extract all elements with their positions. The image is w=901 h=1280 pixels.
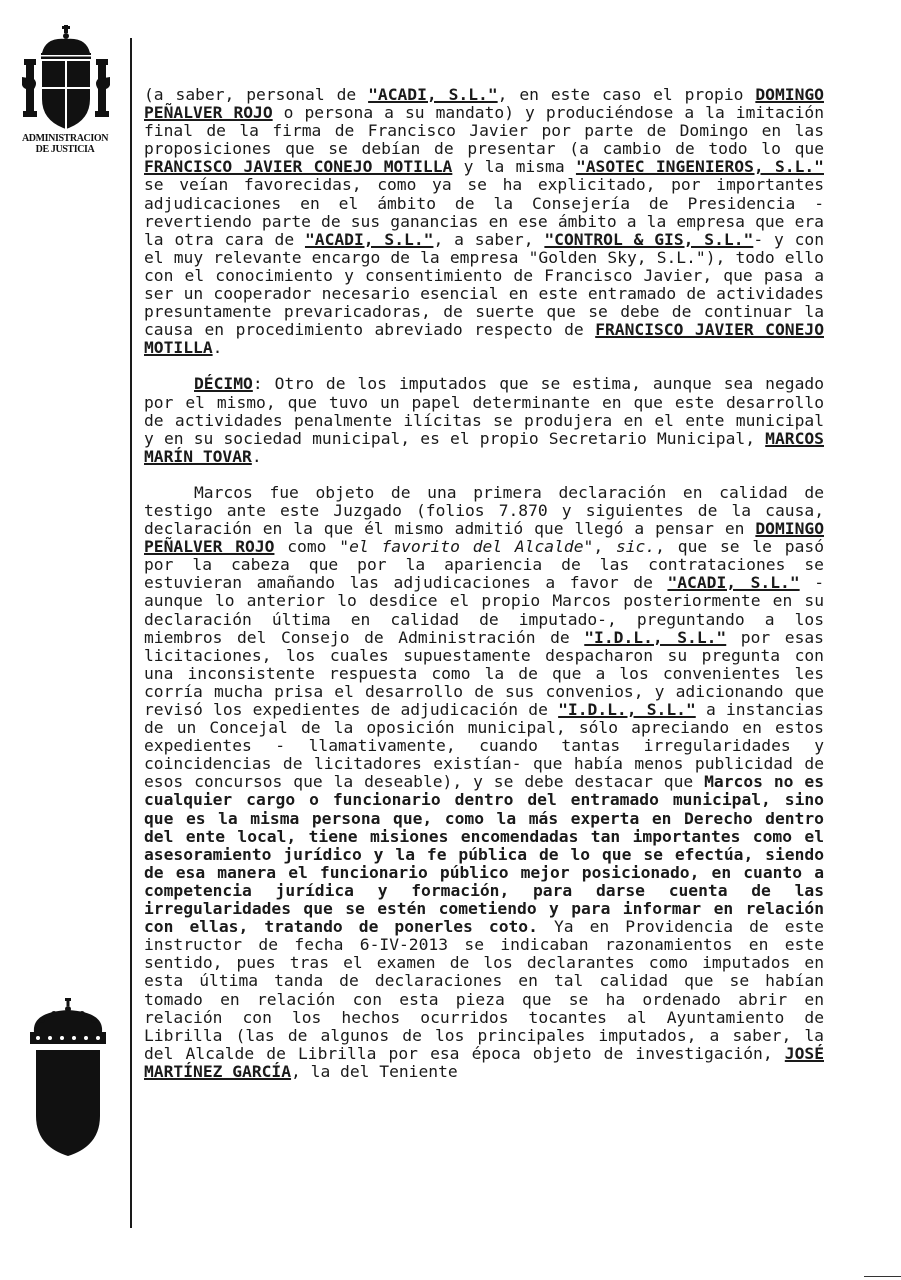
text-segment: Ya en Providencia de este instructor de fecha 6-IV-2013 se indicaban razonamientos en este sentido, pues tras el examen de los declarantes como imputados en esta última tanda de declaraciones en tal calidad que se habían tomado en relación con esta pieza que se ha ordenado abrir en relación con los hechos ocurridos tocantes al Ayuntamiento de Librilla (las de algunos de los principales imputados, a saber, la del Alcalde de Librilla por esa época objeto de investigación, bbox=[144, 917, 824, 1063]
person-name-domingo: DOMINGO PEÑALVER ROJO bbox=[144, 85, 824, 123]
text-segment: , en este caso el propio bbox=[497, 85, 756, 104]
text-segment: , bbox=[593, 537, 616, 557]
institution-label-line-2: DE JUSTICIA bbox=[35, 144, 95, 155]
page-sidebar bbox=[0, 0, 132, 1280]
page-corner-mark bbox=[864, 1276, 901, 1277]
person-name-jose: JOSÉ MARTÍNEZ GARCÍA bbox=[144, 1043, 824, 1081]
text-segment: Marcos fue objeto de una primera declaración en calidad de testigo ante este Juzgado (folios 7.870 y siguientes de la causa, declaración en la que él mismo admitió que llegó a pensar en bbox=[144, 482, 824, 539]
section-heading-decimo: DÉCIMO bbox=[194, 374, 253, 394]
company-name-asotec: "ASOTEC INGENIEROS, S.L." bbox=[575, 157, 824, 177]
person-name-francisco: FRANCISCO JAVIER CONEJO MOTILLA bbox=[144, 157, 453, 177]
text-segment: se veían favorecidas, como ya se ha explicitado, por importantes adjudicaciones en el ámbito de la Consejería de Presidencia - revertiendo parte de sus ganancias en ese ámbito a la empresa que era la otra cara de bbox=[144, 175, 824, 249]
text-segment: , a saber, bbox=[433, 229, 545, 249]
text-segment: , la del Teniente bbox=[291, 1061, 458, 1081]
paragraph-continuation bbox=[144, 86, 824, 357]
text-segment: a instancias de un Concejal de la oposición municipal, sólo apreciando en estos expedientes - llamativamente, cuando tantas irregularidades y coincidencias de licitadores existían- que había menos publicidad de esos concursos que la deseable), y se debe destacar que bbox=[144, 700, 824, 792]
text-segment: por esas licitaciones, los cuales supuestamente despacharon su pregunta con una inconsistente respuesta como la de que a los convenientes les corría mucha prisa el desarrollo de sus convenios, y adicionando que revisó los expedientes de adjudicación de bbox=[144, 627, 824, 719]
company-name-acadi: "ACADI, S.L." bbox=[368, 85, 498, 104]
coat-of-arms-shield-emblem bbox=[28, 998, 108, 1158]
person-name-francisco: FRANCISCO JAVIER CONEJO MOTILLA bbox=[144, 320, 824, 358]
company-name-control-gis: "CONTROL & GIS, S.L." bbox=[544, 229, 754, 249]
text-segment: como bbox=[274, 537, 340, 557]
paragraph-marcos-declaration bbox=[144, 484, 824, 1081]
document-body bbox=[144, 86, 824, 1081]
italic-quote: "el favorito del Alcalde" bbox=[339, 537, 594, 557]
company-name-idl: "I.D.L., S.L." bbox=[558, 700, 696, 719]
text-segment: o persona a su mandato) y produciéndose a la imitación final de la firma de Francisco Javier por parte de Domingo en las proposiciones que se debían de presentar (a cambio de todo lo que bbox=[144, 103, 824, 159]
person-name-marcos: MARCOS MARÍN TOVAR bbox=[144, 428, 824, 466]
person-name-domingo: DOMINGO PEÑALVER ROJO bbox=[144, 519, 824, 557]
text-segment: (a saber, personal de bbox=[144, 85, 369, 104]
institution-label bbox=[8, 133, 122, 155]
coat-of-arms-crown-emblem bbox=[22, 25, 110, 131]
company-name-acadi: "ACADI, S.L." bbox=[304, 229, 434, 249]
italic-sic: sic. bbox=[615, 537, 656, 557]
text-segment: . bbox=[251, 446, 262, 466]
bold-emphasis: Marcos no es cualquier cargo o funcionario dentro del entramado municipal, sino que es la misma persona que, como la más experta en Derecho dentro del ente local, tiene misiones encomendadas tan importantes como el asesoramiento jurídico y la fe pública de lo que se efectúa, siendo de esa manera el funcionario público mejor posicionado, en cuanto a competencia jurídica y formación, para darse cuenta de las irregularidades que se estén cometiendo y para informar en relación con ellas, tratando de ponerles coto. bbox=[144, 772, 824, 937]
text-segment: , que se le pasó por la cabeza que por la apariencia de las contrataciones se estuvieran amañando las adjudicaciones a favor de bbox=[144, 537, 824, 593]
company-name-idl: "I.D.L., S.L." bbox=[584, 627, 727, 647]
paragraph-decimo bbox=[144, 375, 824, 465]
institution-label-line-1: ADMINISTRACION bbox=[21, 133, 109, 144]
text-segment: y la misma bbox=[452, 157, 576, 177]
text-segment: - y con el muy relevante encargo de la empresa "Golden Sky, S.L."), todo ello con el conocimiento y consentimiento de Francisco Javier, que pasa a ser un cooperador necesario esencial en este entramado de actividades presuntamente prevaricadoras, de suerte que se debe de continuar la causa en procedimiento abreviado respecto de bbox=[144, 229, 824, 340]
text-segment: . bbox=[212, 338, 223, 358]
text-segment: : Otro de los imputados que se estima, aunque sea negado por el mismo, que tuvo un papel determinante en que este desarrollo de actividades penalmente ilícitas se produjera en el ente municipal y en su sociedad municipal, es el propio Secretario Municipal, bbox=[144, 374, 824, 448]
margin-vertical-rule bbox=[130, 38, 132, 1228]
company-name-acadi: "ACADI, S.L." bbox=[667, 573, 800, 593]
text-segment: -aunque lo anterior lo desdice el propio Marcos posteriormente en su declaración última en calidad de imputado-, preguntando a los miembros del Consejo de Administración de bbox=[144, 573, 825, 647]
